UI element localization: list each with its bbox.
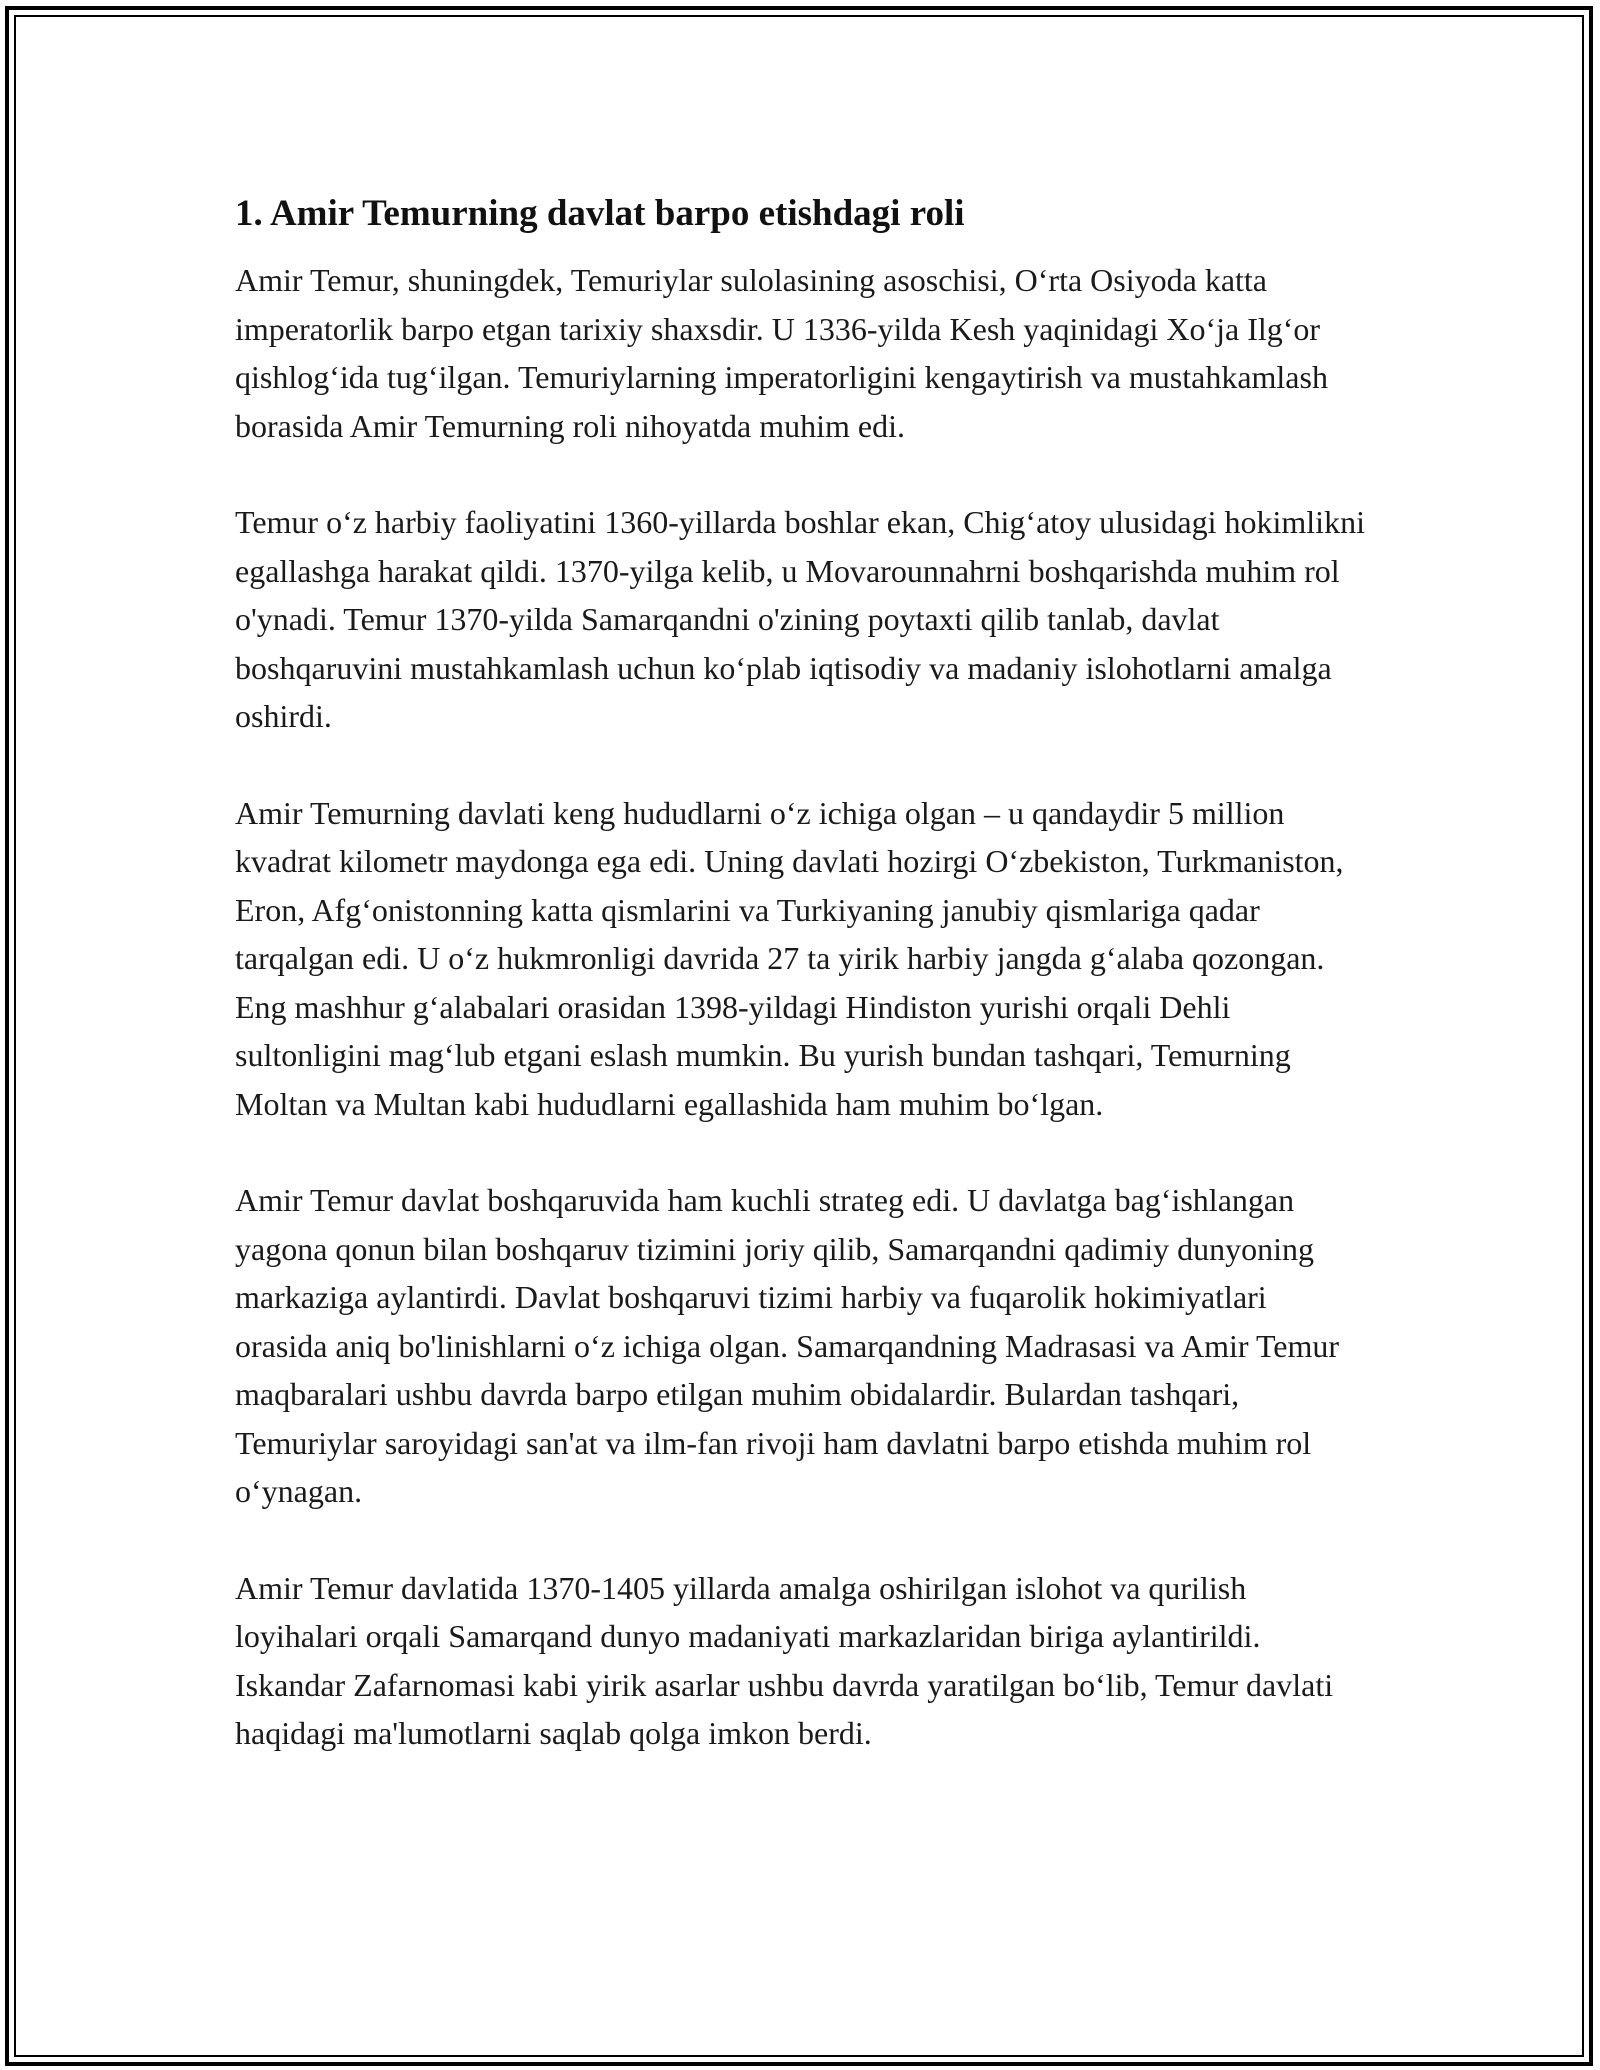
paragraph-1: Amir Temur, shuningdek, Temuriylar sulolasining asoschisi, O‘rta Osiyoda katta imperatorlik barpo etgan tarixiy shaxsdir. U 1336-yilda Kesh yaqinidagi Xo‘ja Ilg‘or qishlog‘ida tug‘ilgan. Temuriylarning imperatorligini kengaytirish va mustahkamlash borasida Amir Temurning roli nihoyatda muhim edi. [235,262,1328,444]
paragraph-4: Amir Temur davlat boshqaruvida ham kuchli strateg edi. U davlatga bag‘ishlangan yagona qonun bilan boshqaruv tizimini joriy qilib, Samarqandni qadimiy dunyoning markaziga aylantirdi. Davlat boshqaruvi tizimi harbiy va fuqarolik hokimiyatlari orasida aniq bo'linishlarni o‘z ichiga olgan. Samarqandning Madrasasi va Amir Temur maqbaralari ushbu davrda barpo etilgan muhim obidalardir. Bulardan tashqari, Temuriylar saroyidagi san'at va ilm-fan rivoji ham davlatni barpo etishda muhim rol o‘ynagan. [235,1182,1339,1509]
document-title: 1. Amir Temurning davlat barpo etishdagi roli [235,193,965,234]
paragraph-3: Amir Temurning davlati keng hududlarni o‘z ichiga olgan – u qandaydir 5 million kvadrat kilometr maydonga ega edi. Uning davlati hozirgi O‘zbekiston, Turkmaniston, Eron, Afg‘onistonning katta qismlarini va Turkiyaning janubiy qismlariga qadar tarqalgan edi. U o‘z hukmronligi davrida 27 ta yirik harbiy jangda g‘alaba qozongan. Eng mashhur g‘alabalari orasidan 1398-yildagi Hindiston yurishi orqali Dehli sultonligini mag‘lub etgani eslash mumkin. Bu yurish bundan tashqari, Temurning Moltan va Multan kabi hududlarni egallashida ham muhim bo‘lgan. [235,794,1344,1122]
document-body [235,180,1365,1806]
paragraph-2: Temur o‘z harbiy faoliyatini 1360-yillarda boshlar ekan, Chig‘atoy ulusidagi hokimlikni egallashga harakat qildi. 1370-yilga kelib, u Movarounnahrni boshqarishda muhim rol o'ynadi. Temur 1370-yilda Samarqandni o'zining poytaxti qilib tanlab, davlat boshqaruvini mustahkamlash uchun ko‘plab iqtisodiy va madaniy islohotlarni amalga oshirdi. [235,504,1365,734]
paragraph-5: Amir Temur davlatida 1370-1405 yillarda amalga oshirilgan islohot va qurilish loyihalari orqali Samarqand dunyo madaniyati markazlaridan biriga aylantirildi. Iskandar Zafarnomasi kabi yirik asarlar ushbu davrda yaratilgan bo‘lib, Temur davlati haqidagi ma'lumotlarni saqlab qolga imkon berdi. [235,1569,1334,1751]
